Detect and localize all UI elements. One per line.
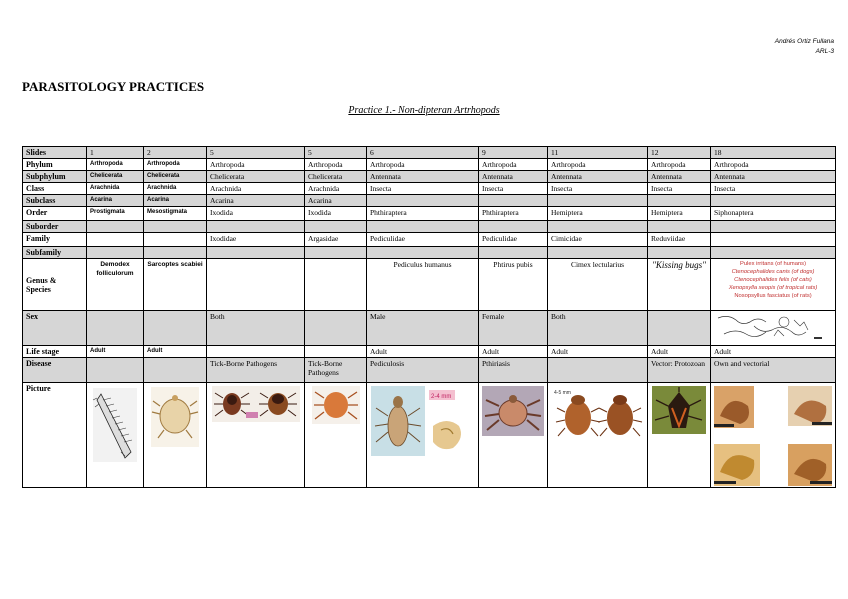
cell: Tick-Borne Pathogens xyxy=(305,358,367,383)
cell: Pediculidae xyxy=(479,233,548,247)
cell: 12 xyxy=(648,147,711,159)
row-label: Subphylum xyxy=(23,171,87,183)
louse-scale-label: 2-4 mm xyxy=(430,394,451,400)
cell: Insecta xyxy=(479,183,548,195)
row-label: Class xyxy=(23,183,87,195)
picture-cell xyxy=(479,383,548,488)
cell: Chelicerata xyxy=(144,171,207,183)
classification-table xyxy=(22,146,836,488)
cell: Arthropoda xyxy=(207,159,305,171)
row-label: Family xyxy=(23,233,87,247)
cell: Antennata xyxy=(711,171,836,183)
cell: Arthropoda xyxy=(87,159,144,171)
flea-species: Nosopsyllus fasciatus (of rats) xyxy=(734,293,812,299)
cell: Acarina xyxy=(305,195,367,207)
cell: Pthiriasis xyxy=(479,358,548,383)
table-row xyxy=(23,221,836,233)
table-row xyxy=(23,159,836,171)
cell: Arthropoda xyxy=(479,159,548,171)
cell: Arthropoda xyxy=(711,159,836,171)
flea-species: Pulex irritans (of humans) xyxy=(739,261,807,267)
flea-species: Ctenocephalides canis (of dogs) xyxy=(731,269,815,275)
sex-sketch-cell xyxy=(711,311,836,346)
cell xyxy=(711,233,836,247)
picture-cell xyxy=(305,383,367,488)
author-group: ARL-3 xyxy=(815,48,834,55)
row-label: Suborder xyxy=(23,221,87,233)
cell: Chelicerata xyxy=(305,171,367,183)
table-row xyxy=(23,346,836,358)
cell xyxy=(87,233,144,247)
soft-tick-photo-icon xyxy=(312,386,360,424)
cell: 9 xyxy=(479,147,548,159)
flea-species: Xenopsylla xeopis (of tropical rats) xyxy=(728,285,818,291)
bedbug-photo-icon xyxy=(552,386,644,446)
table-row xyxy=(23,195,836,207)
mite-photo-icon xyxy=(150,386,200,448)
table-row xyxy=(23,259,836,311)
cell: Prostigmata xyxy=(87,207,144,221)
cell: Adult xyxy=(648,346,711,358)
cell: Female xyxy=(479,311,548,346)
species-name: Demodex folliculorum xyxy=(87,259,144,311)
cell: Hemiptera xyxy=(648,207,711,221)
cell: Pediculosis xyxy=(367,358,479,383)
picture-cell xyxy=(367,383,479,488)
cell: Cimicidae xyxy=(548,233,648,247)
cell: Ixodida xyxy=(305,207,367,221)
cell: Insecta xyxy=(367,183,479,195)
cell: 1 xyxy=(87,147,144,159)
cell: Argasidae xyxy=(305,233,367,247)
cell: 2 xyxy=(144,147,207,159)
cell: Both xyxy=(207,311,305,346)
cell: Both xyxy=(548,311,648,346)
cell: Siphonaptera xyxy=(711,207,836,221)
cell: Acarina xyxy=(144,195,207,207)
cell: Arachnida xyxy=(207,183,305,195)
cell: 18 xyxy=(711,147,836,159)
mite-drawing-icon xyxy=(91,386,139,464)
cell: Arthropoda xyxy=(144,159,207,171)
cell: 11 xyxy=(548,147,648,159)
species-name: Sarcoptes scabiei xyxy=(144,259,207,311)
cell: Antennata xyxy=(479,171,548,183)
cell: Arthropoda xyxy=(305,159,367,171)
table-row xyxy=(23,147,836,159)
row-label: Subclass xyxy=(23,195,87,207)
cell: Mesostigmata xyxy=(144,207,207,221)
table-row xyxy=(23,311,836,346)
cell: Adult xyxy=(548,346,648,358)
cell xyxy=(367,195,479,207)
species-name: Pediculus humanus xyxy=(367,259,479,311)
species-name: "Kissing bugs" xyxy=(648,259,711,311)
cell: Arthropoda xyxy=(548,159,648,171)
flea-sketch-icon xyxy=(714,312,824,342)
row-label: Disease xyxy=(23,358,87,383)
cell: Antennata xyxy=(648,171,711,183)
cell: 5 xyxy=(305,147,367,159)
picture-cell xyxy=(548,383,648,488)
row-label: Picture xyxy=(23,383,87,488)
cell: Adult xyxy=(479,346,548,358)
cell: Reduviidae xyxy=(648,233,711,247)
species-name: Phtirus pubis xyxy=(479,259,548,311)
cell: Arachnida xyxy=(305,183,367,195)
crab-louse-photo-icon xyxy=(482,386,544,436)
cell xyxy=(711,195,836,207)
picture-cell xyxy=(144,383,207,488)
row-label: Genus & Species xyxy=(23,259,87,311)
bedbug-scale-label: 4-5 mm xyxy=(553,390,571,396)
cell: Insecta xyxy=(548,183,648,195)
cell: Adult xyxy=(144,346,207,358)
table-row xyxy=(23,247,836,259)
flea-species-list xyxy=(711,259,836,311)
row-label: Phylum xyxy=(23,159,87,171)
cell: Arachnida xyxy=(87,183,144,195)
row-label: Slides xyxy=(23,147,87,159)
cell: Own and vectorial xyxy=(711,358,836,383)
table-row xyxy=(23,358,836,383)
cell xyxy=(144,233,207,247)
cell: Phthiraptera xyxy=(479,207,548,221)
row-label: Subfamily xyxy=(23,247,87,259)
row-label: Order xyxy=(23,207,87,221)
page-subtitle: Practice 1.- Non-dipteran Artrhopods xyxy=(348,105,500,116)
cell: Pediculidae xyxy=(367,233,479,247)
cell: Ixodidae xyxy=(207,233,305,247)
row-label: Sex xyxy=(23,311,87,346)
cell xyxy=(548,195,648,207)
tick-photo-icon xyxy=(212,386,300,422)
cell xyxy=(648,195,711,207)
louse-photo-icon xyxy=(371,386,475,456)
cell: 5 xyxy=(207,147,305,159)
cell: Tick-Borne Pathogens xyxy=(207,358,305,383)
cell: Arachnida xyxy=(144,183,207,195)
flea-species: Ctenocephalides felis (of cats) xyxy=(734,277,812,283)
table-row xyxy=(23,383,836,488)
table-row xyxy=(23,233,836,247)
cell: 6 xyxy=(367,147,479,159)
cell: Acarina xyxy=(87,195,144,207)
cell: Chelicerata xyxy=(87,171,144,183)
table-row xyxy=(23,171,836,183)
table-row xyxy=(23,207,836,221)
cell: Male xyxy=(367,311,479,346)
table-row xyxy=(23,183,836,195)
cell: Adult xyxy=(367,346,479,358)
cell: Adult xyxy=(87,346,144,358)
cell: Ixodida xyxy=(207,207,305,221)
picture-cell xyxy=(87,383,144,488)
author-block xyxy=(775,37,834,57)
row-label: Life stage xyxy=(23,346,87,358)
cell: Adult xyxy=(711,346,836,358)
cell: Insecta xyxy=(711,183,836,195)
author-name: Andrés Ortiz Fullana xyxy=(774,38,834,45)
picture-cell xyxy=(711,383,836,488)
cell: Phthiraptera xyxy=(367,207,479,221)
cell: Arthropoda xyxy=(648,159,711,171)
cell: Acarina xyxy=(207,195,305,207)
kissing-bug-photo-icon xyxy=(652,386,706,434)
cell: Chelicerata xyxy=(207,171,305,183)
cell: Vector: Protozoan xyxy=(648,358,711,383)
picture-cell xyxy=(648,383,711,488)
page-title: PARASITOLOGY PRACTICES xyxy=(22,79,205,94)
cell: Arthropoda xyxy=(367,159,479,171)
picture-cell xyxy=(207,383,305,488)
cell xyxy=(479,195,548,207)
cell: Antennata xyxy=(548,171,648,183)
species-name: Cimex lectularius xyxy=(548,259,648,311)
cell: Antennata xyxy=(367,171,479,183)
cell: Hemiptera xyxy=(548,207,648,221)
flea-photo-icon xyxy=(714,386,832,486)
cell: Insecta xyxy=(648,183,711,195)
